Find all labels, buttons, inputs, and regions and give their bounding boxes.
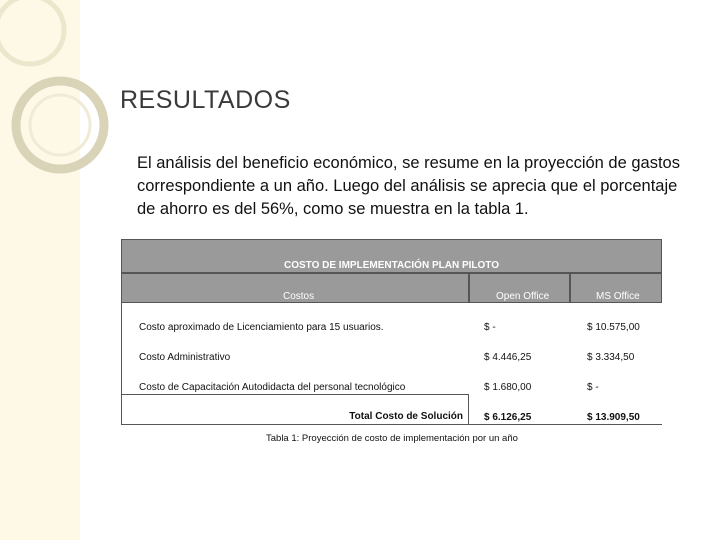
total-open-office: $ 6.126,25 — [484, 412, 532, 423]
total-row-band — [121, 394, 469, 425]
header-open-office: Open Office — [496, 291, 550, 302]
cell-open-office: $ 1.680,00 — [484, 382, 532, 393]
cell-open-office: $ - — [484, 322, 496, 333]
total-ms-office: $ 13.909,50 — [587, 412, 640, 423]
table-caption: Tabla 1: Proyección de costo de implementación por un año — [266, 433, 518, 444]
total-label: Total Costo de Solución — [349, 411, 463, 422]
table-title: COSTO DE IMPLEMENTACIÓN PLAN PILOTO — [283, 260, 499, 271]
slide-title: RESULTADOS — [120, 86, 291, 114]
cell-ms-office: $ 10.575,00 — [587, 322, 640, 333]
row-label: Costo de Capacitación Autodidacta del personal tecnológico — [139, 382, 406, 393]
cell-open-office: $ 4.446,25 — [484, 352, 532, 363]
row-label: Costo aproximado de Licenciamiento para 15 usuarios. — [139, 322, 384, 333]
intro-paragraph: El análisis del beneficio económico, se resume en la proyección de gastos correspondiente a un año. Luego del análisis se aprecia que el porcentaje de ahorro es del 56%, como se muestra en la tabla 1. — [137, 154, 680, 218]
cell-ms-office: $ - — [587, 382, 599, 393]
row-label: Costo Administrativo — [139, 352, 231, 363]
cell-ms-office: $ 3.334,50 — [587, 352, 635, 363]
cost-table — [121, 239, 662, 425]
header-costos: Costos — [283, 291, 315, 302]
header-ms-office: MS Office — [596, 291, 640, 302]
